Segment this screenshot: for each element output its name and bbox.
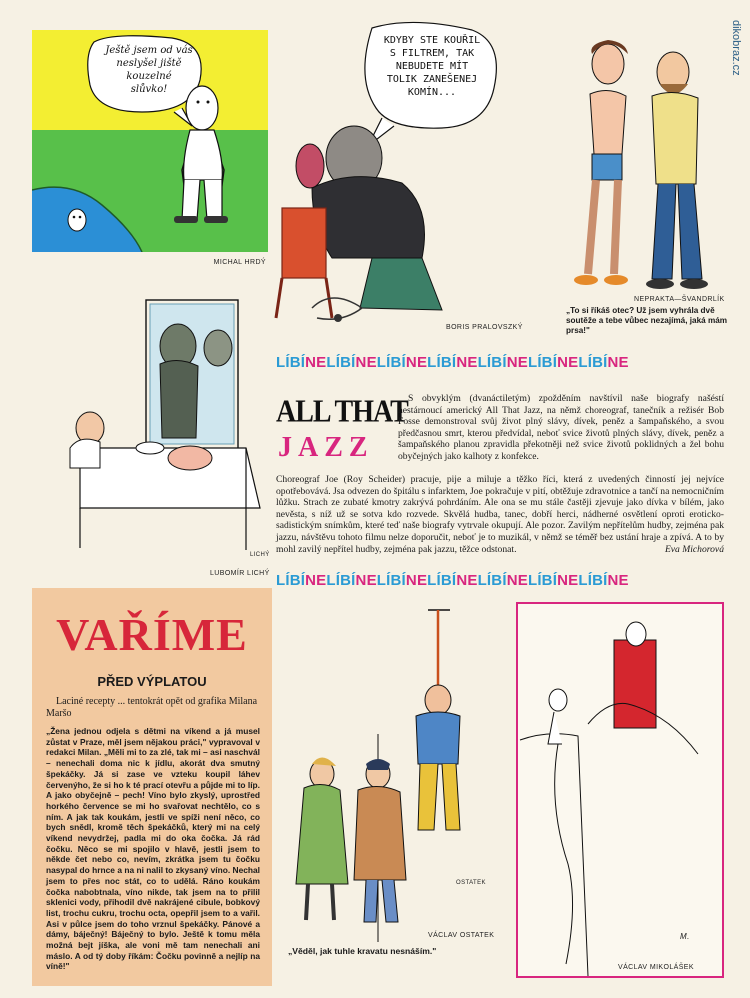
cartoon-lichy: [50, 298, 272, 577]
varime-body: „Žena jednou odjela s dětmi na víkend a já musel zůstat v Praze, měl jsem nějakou práci," vypravoval v redakci Milan. „Měli mi to za zlé, tak mi – asi naschvál – nenechali doma nic k jídlu, akorát dva smutný špekáčky. Já si zase ve vzteku koupil láhev červenýho, že si ho k té prací otevřu a půjde mi to líp. A jako obyčejně – pech! Víno bylo zkyslý, uprostřed horkého července se mi ho svařovat nechtělo, co s ním. A jak tak koukám, jestli ve spíži není něco, co bych snědl, kromě těch špekáčků, který mi na celý víkend nevydržej, padla mi do oka čočka. Já rád čočku. Něco se mi spojilo v hlavě, jestli jsem to někde čet nebo co, nevím, zkrátka jsem tu čočku nasypal do hrnce a na ni nalil to zkysaný víno. Nechal jsem to přes noc stát, co to udělá. Ráno koukám čočka nabobtnala, víno nikde, tak jsem na to přilil sklenici vody, přihodil dvě nakrájené cibule, bobkový list, trochu cukru, trochu octa, opepřil jsem to a vařil. Asi v půlce jsem do toho vrznul špekáčky. Pánové a dámy, báječný! Báječný to bylo. Ještě k tomu měla možná bejt jíška, ale voni mě tam nenechali ani máslo. A od tý doby říkám: Čočku povinně a nejlíp na víně!": [46, 726, 260, 972]
credit-ostatek: VÁCLAV OSTATEK: [428, 932, 495, 939]
neprakta-illustration: [548, 34, 738, 292]
band-libine-bottom: LÍBÍNELÍBÍNELÍBÍNELÍBÍNELÍBÍNELÍBÍNELÍBÍNE: [276, 572, 629, 589]
cartoon-ostatek: [278, 604, 504, 942]
caption-neprakta: „To si říkáš otec? Už jsem vyhrála dvě soutěže a tebe vůbec nezajímá, jaká mám prsa!": [566, 306, 728, 335]
signature-lichy: LICHÝ: [250, 552, 270, 558]
jazz-lead: S obvyklým (dvanáctiletým) zpožděním navštívil naše biografy našéstí nestárnoucí americký All That Jazz, na němž choreograf, tanečník a režisér Bob Fosse demonstroval svůj život plný slávy, dívek, peněz a šampaňského, a svou předčasnou smrt, kterou předvídal, neboť svice životů plných slávy, dívek, peněz a šampaňského planou zpravidla překotněji než svice životů poklidných a žel bohu obyčejných jako kalhoty z konfekce.: [398, 393, 724, 462]
cartoon-smoker: [272, 18, 514, 336]
site-url: dikobraz.cz: [730, 20, 742, 76]
varime-title: VAŘÍME: [56, 609, 248, 660]
cartoon-hrdy: [32, 30, 268, 266]
caption-ostatek: „Věděl, jak tuhle kravatu nesnáším.": [288, 946, 437, 956]
jazz-author: Eva Michorová: [664, 544, 724, 555]
jazz-title-line1: ALL THAT: [276, 394, 408, 430]
varime-subtitle: PŘED VÝPLATOU: [97, 674, 207, 689]
band-libine-top: LÍBÍNELÍBÍNELÍBÍNELÍBÍNELÍBÍNELÍBÍNELÍBÍNE: [276, 354, 629, 371]
cartoon-neprakta: [548, 34, 738, 303]
varime-intro: Laciné recepty ... tentokrát opět od grafika Milana Maršo: [46, 696, 258, 719]
signature-mikolasek: M.: [680, 932, 690, 941]
jazz-body: Choreograf Joe (Roy Scheider) pracuje, pije a miluje a těžko říci, která z uvedených činností jej nejvíce opotřebovává. Jsa odvezen do špitálu s infarktem, Joe pokračuje v pití, obtěžuje zdravotnice a tančí na nemocničním lůžku. Strach ze zubaté kmotry zakrývá pohrdáním. Ale ona se mu stále častěji zjevuje jako dívka v bílém, jako nevěsta, s níž už se sotva kdo rozvede. Skvělá hudba, tanec, dobří herci, nádherné osvětlení oproti eroticko-sadistickým snímkům, které teď naše biografy vytrvale okupují. Ale pozor. Zavilým nepřítelům hudby, zejména pak jazzu, návštěvu tohoto filmu nelze doporučit, neboť je to muzikál, v němž se téměř bez ustání hraje a zpívá. A to by mohl zavilý nepřítel hudby, zejména pak jazzu, těžce odstonat.: [276, 474, 724, 555]
credit-pralovszky: BORIS PRALOVSZKÝ: [446, 324, 523, 331]
smoker-speech: KDYBY STE KOUŘIL S FILTREM, TAK NEBUDETE MÍT TOLIK ZANEŠENEJ KOMÍN...: [383, 35, 481, 98]
lichy-illustration: [50, 298, 272, 568]
signature-ostatek: OSTATEK: [456, 880, 486, 886]
jazz-title-line2: JAZZ: [278, 432, 374, 463]
credit-hrdy: MICHAL HRDÝ: [213, 259, 266, 266]
ostatek-illustration: [278, 604, 504, 942]
credit-lichy: LUBOMÍR LICHÝ: [210, 570, 270, 577]
mikolasek-illustration: [518, 604, 722, 976]
credit-neprakta: NEPRAKTA—ŠVANDRLÍK: [634, 296, 725, 303]
varime-box: [32, 588, 272, 986]
hrdy-speech: Ještě jsem od vás neslyšel jiště kouzelné slůvko!: [105, 45, 193, 95]
credit-mikolasek: VÁCLAV MIKOLÁŠEK: [618, 964, 694, 971]
cartoon-mikolasek: [516, 602, 724, 978]
